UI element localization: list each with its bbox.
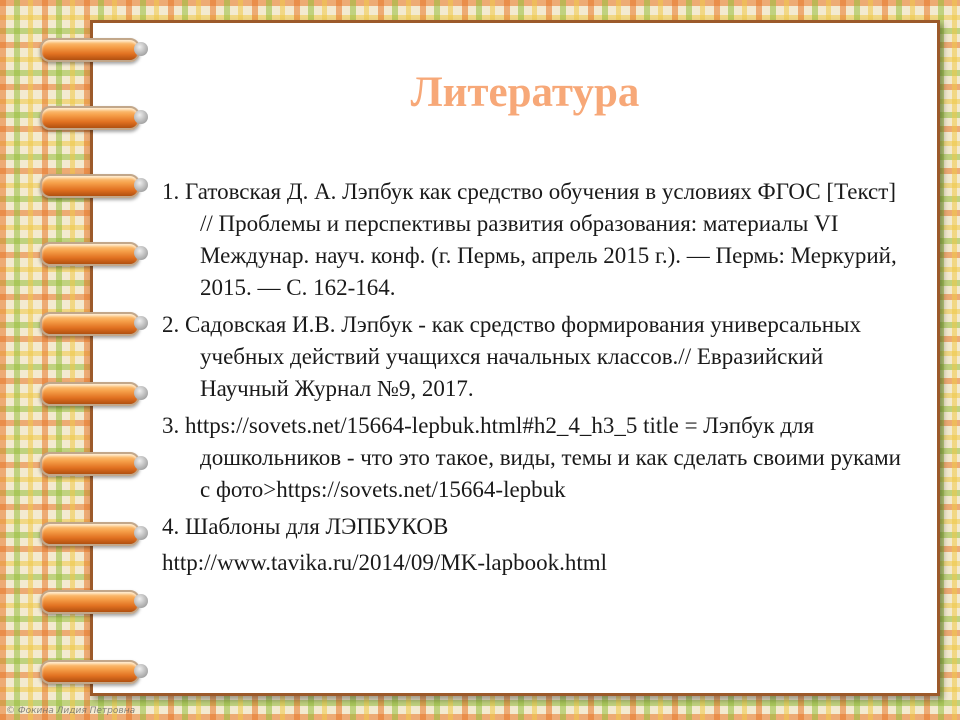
reference-item: 4. Шаблоны для ЛЭПБУКОВ (162, 514, 449, 539)
reference-url[interactable]: http://www.tavika.ru/2014/09/MK-lapbook.html (162, 550, 608, 575)
author-credit: © Фокина Лидия Петровна (6, 706, 136, 716)
reference-list (162, 176, 912, 579)
binder-ring-icon (40, 452, 140, 476)
binder-ring-icon (40, 660, 140, 684)
binder-ring-icon (40, 382, 140, 406)
reference-item: 3. https://sovets.net/15664-lepbuk.html#h2_4_h3_5 title = Лэпбук для дошкольников - что это такое, виды, темы и как сделать своими руками с фото>https://sovets.net/15664-lepbuk (162, 413, 901, 502)
reference-item: 1. Гатовская Д. А. Лэпбук как средство обучения в условиях ФГОС [Текст] // Проблемы и перспективы развития образования: материалы VI Междунар. науч. конф. (г. Пермь, апрель 2015 г.). — Пермь: Меркурий, 2015. — С. 162-164. (162, 179, 897, 300)
reference-item: 2. Садовская И.В. Лэпбук - как средство формирования универсальных учебных действий учащихся начальных классов.// Евразийский Научный Журнал №9, 2017. (162, 312, 861, 401)
binder-ring-icon (40, 590, 140, 614)
binder-ring-icon (40, 38, 140, 62)
slide-title: Литература (410, 69, 640, 116)
binder-ring-icon (40, 312, 140, 336)
binder-ring-icon (40, 522, 140, 546)
binder-ring-icon (40, 242, 140, 266)
binder-ring-icon (40, 174, 140, 198)
